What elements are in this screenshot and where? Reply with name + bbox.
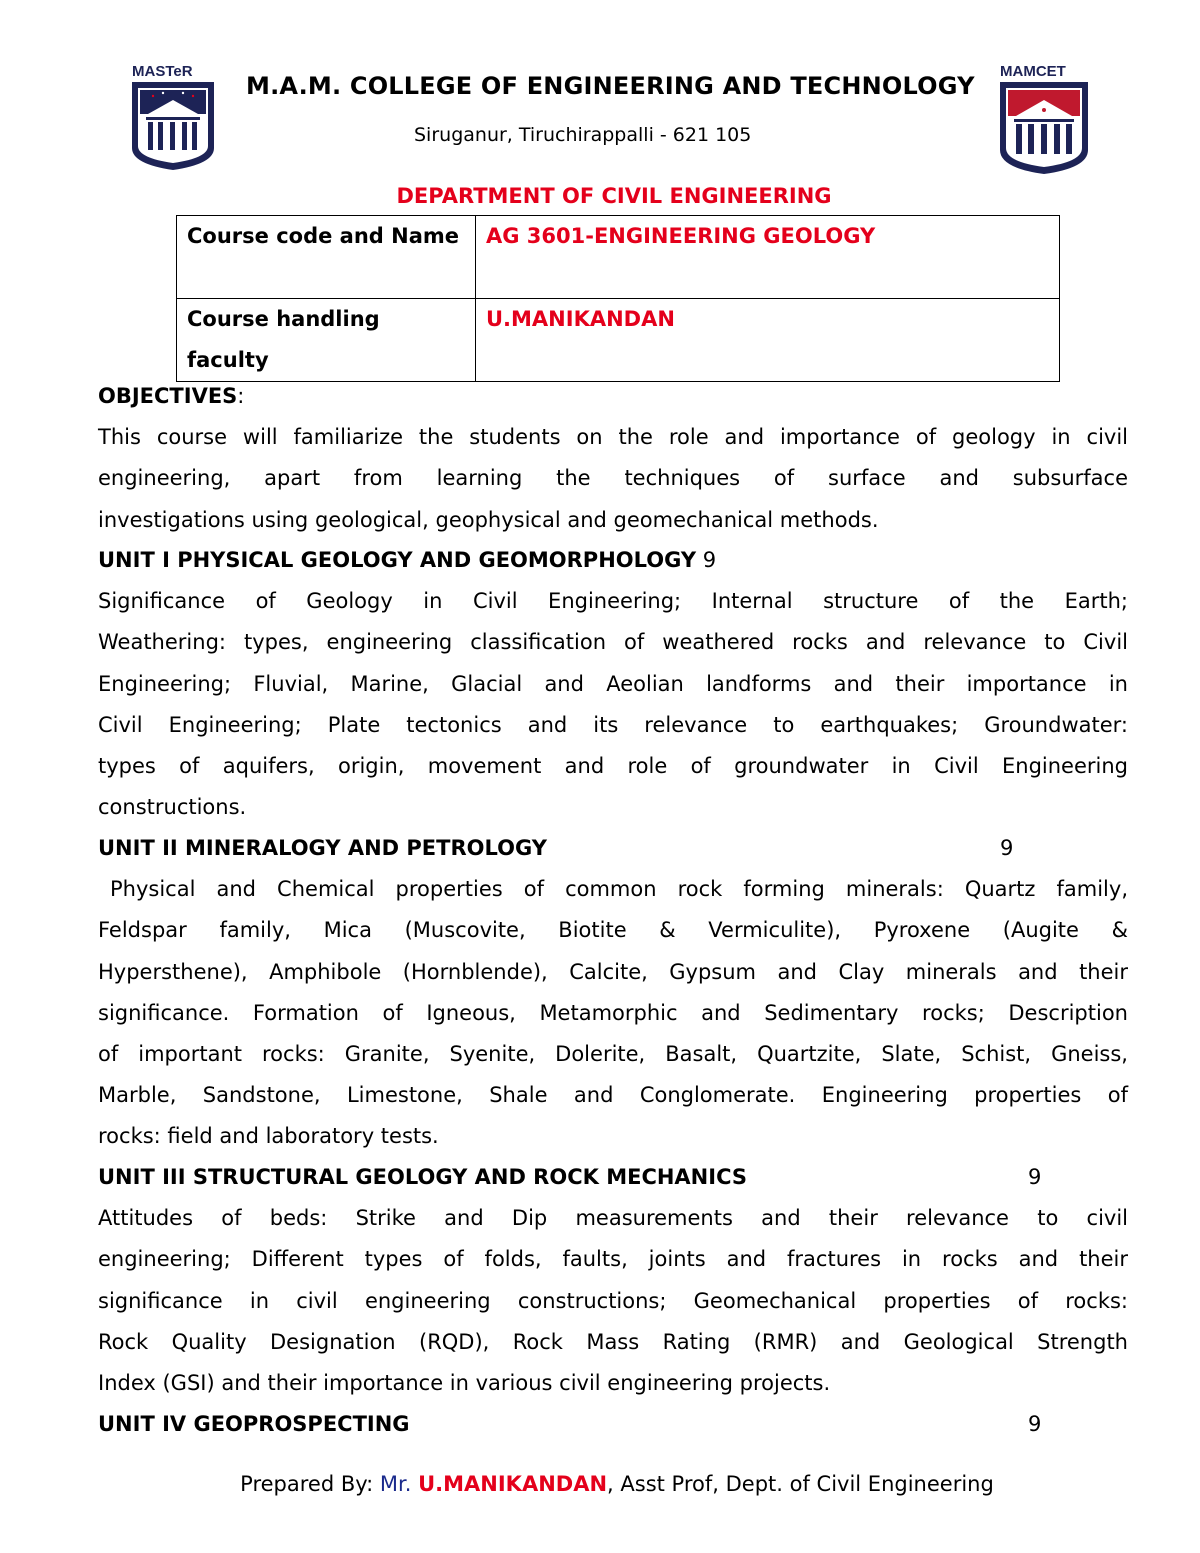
college-address: Siruganur, Tiruchirappalli - 621 105	[414, 124, 752, 146]
paragraph-line: constructions.	[98, 795, 247, 820]
paragraph-line: Attitudes of beds: Strike and Dip measurements and their relevance to civil	[98, 1206, 1128, 1231]
paragraph-line: Feldspar family, Mica (Muscovite, Biotite & Vermiculite), Pyroxene (Augite &	[98, 918, 1128, 943]
course-code-label: Course code and Name	[177, 216, 476, 299]
paragraph-line: Engineering; Fluvial, Marine, Glacial and Aeolian landforms and their importance in	[98, 671, 1128, 696]
paragraph-line: Physical and Chemical properties of common rock forming minerals: Quartz family,	[110, 877, 1128, 902]
paragraph-line: engineering; Different types of folds, faults, joints and fractures in rocks and their	[98, 1247, 1128, 1272]
footer-suffix: , Asst Prof, Dept. of Civil Engineering	[607, 1472, 994, 1496]
paragraph-line: Index (GSI) and their importance in various civil engineering projects.	[98, 1371, 831, 1396]
unit-title: UNIT III STRUCTURAL GEOLOGY AND ROCK MECHANICS	[98, 1165, 748, 1189]
unit-hours: 9	[702, 548, 717, 572]
department-title: DEPARTMENT OF CIVIL ENGINEERING	[396, 184, 832, 208]
paragraph-line: Weathering: types, engineering classification of weathered rocks and relevance to Civil	[98, 630, 1128, 655]
footer-title: Mr.	[379, 1472, 412, 1496]
course-info-table	[176, 215, 1060, 382]
unit-hours: 9	[1000, 836, 1014, 860]
unit-title: UNIT I PHYSICAL GEOLOGY AND GEOMORPHOLOGY	[98, 548, 697, 572]
unit-4-section	[98, 1404, 1128, 1445]
objectives-heading: OBJECTIVES	[98, 384, 238, 408]
mamcet-logo	[996, 62, 1092, 180]
faculty-value: U.MANIKANDAN	[476, 299, 1060, 382]
footer-name: U.MANIKANDAN	[418, 1472, 608, 1496]
college-name: M.A.M. COLLEGE OF ENGINEERING AND TECHNOLOGY	[246, 72, 975, 100]
paragraph-line: investigations using geological, geophysical and geomechanical methods.	[98, 507, 879, 532]
master-logo	[128, 62, 218, 176]
faculty-label: Course handling faculty	[177, 299, 476, 382]
footer	[0, 1472, 1200, 1496]
paragraph-line: of important rocks: Granite, Syenite, Dolerite, Basalt, Quartzite, Slate, Schist, Gneiss,	[98, 1042, 1128, 1067]
objectives-colon: :	[237, 384, 245, 408]
paragraph-line: significance in civil engineering constructions; Geomechanical properties of rocks:	[98, 1288, 1128, 1313]
paragraph-line: types of aquifers, origin, movement and role of groundwater in Civil Engineering	[98, 754, 1128, 779]
objectives-section	[98, 376, 1128, 541]
paragraph-line: Rock Quality Designation (RQD), Rock Mass Rating (RMR) and Geological Strength	[98, 1329, 1128, 1354]
paragraph-line: rocks: field and laboratory tests.	[98, 1124, 439, 1149]
unit-1-section	[98, 540, 1128, 828]
paragraph-line: engineering, apart from learning the techniques of surface and subsurface	[98, 466, 1128, 491]
unit-title: UNIT II MINERALOGY AND PETROLOGY	[98, 836, 547, 860]
unit-3-section	[98, 1157, 1128, 1404]
unit-hours: 9	[1028, 1165, 1042, 1189]
logo-left-text: MASTeR	[132, 63, 193, 80]
paragraph-line: Civil Engineering; Plate tectonics and its relevance to earthquakes; Groundwater:	[98, 712, 1128, 737]
logo-right-text: MAMCET	[1000, 63, 1066, 80]
paragraph-line: Marble, Sandstone, Limestone, Shale and Conglomerate. Engineering properties of	[98, 1083, 1128, 1108]
table-row	[177, 216, 1060, 299]
paragraph-line: This course will familiarize the students on the role and importance of geology in civil	[98, 425, 1128, 450]
course-code-value: AG 3601-ENGINEERING GEOLOGY	[476, 216, 1060, 299]
unit-2-section	[98, 828, 1128, 1158]
unit-hours: 9	[1028, 1412, 1042, 1436]
paragraph-line: Hypersthene), Amphibole (Hornblende), Calcite, Gypsum and Clay minerals and their	[98, 959, 1128, 984]
unit-title: UNIT IV GEOPROSPECTING	[98, 1412, 410, 1436]
paragraph-line: significance. Formation of Igneous, Metamorphic and Sedimentary rocks; Description	[98, 1000, 1128, 1025]
table-row	[177, 299, 1060, 382]
footer-prefix: Prepared By:	[240, 1472, 380, 1496]
paragraph-line: Significance of Geology in Civil Engineering; Internal structure of the Earth;	[98, 589, 1128, 614]
